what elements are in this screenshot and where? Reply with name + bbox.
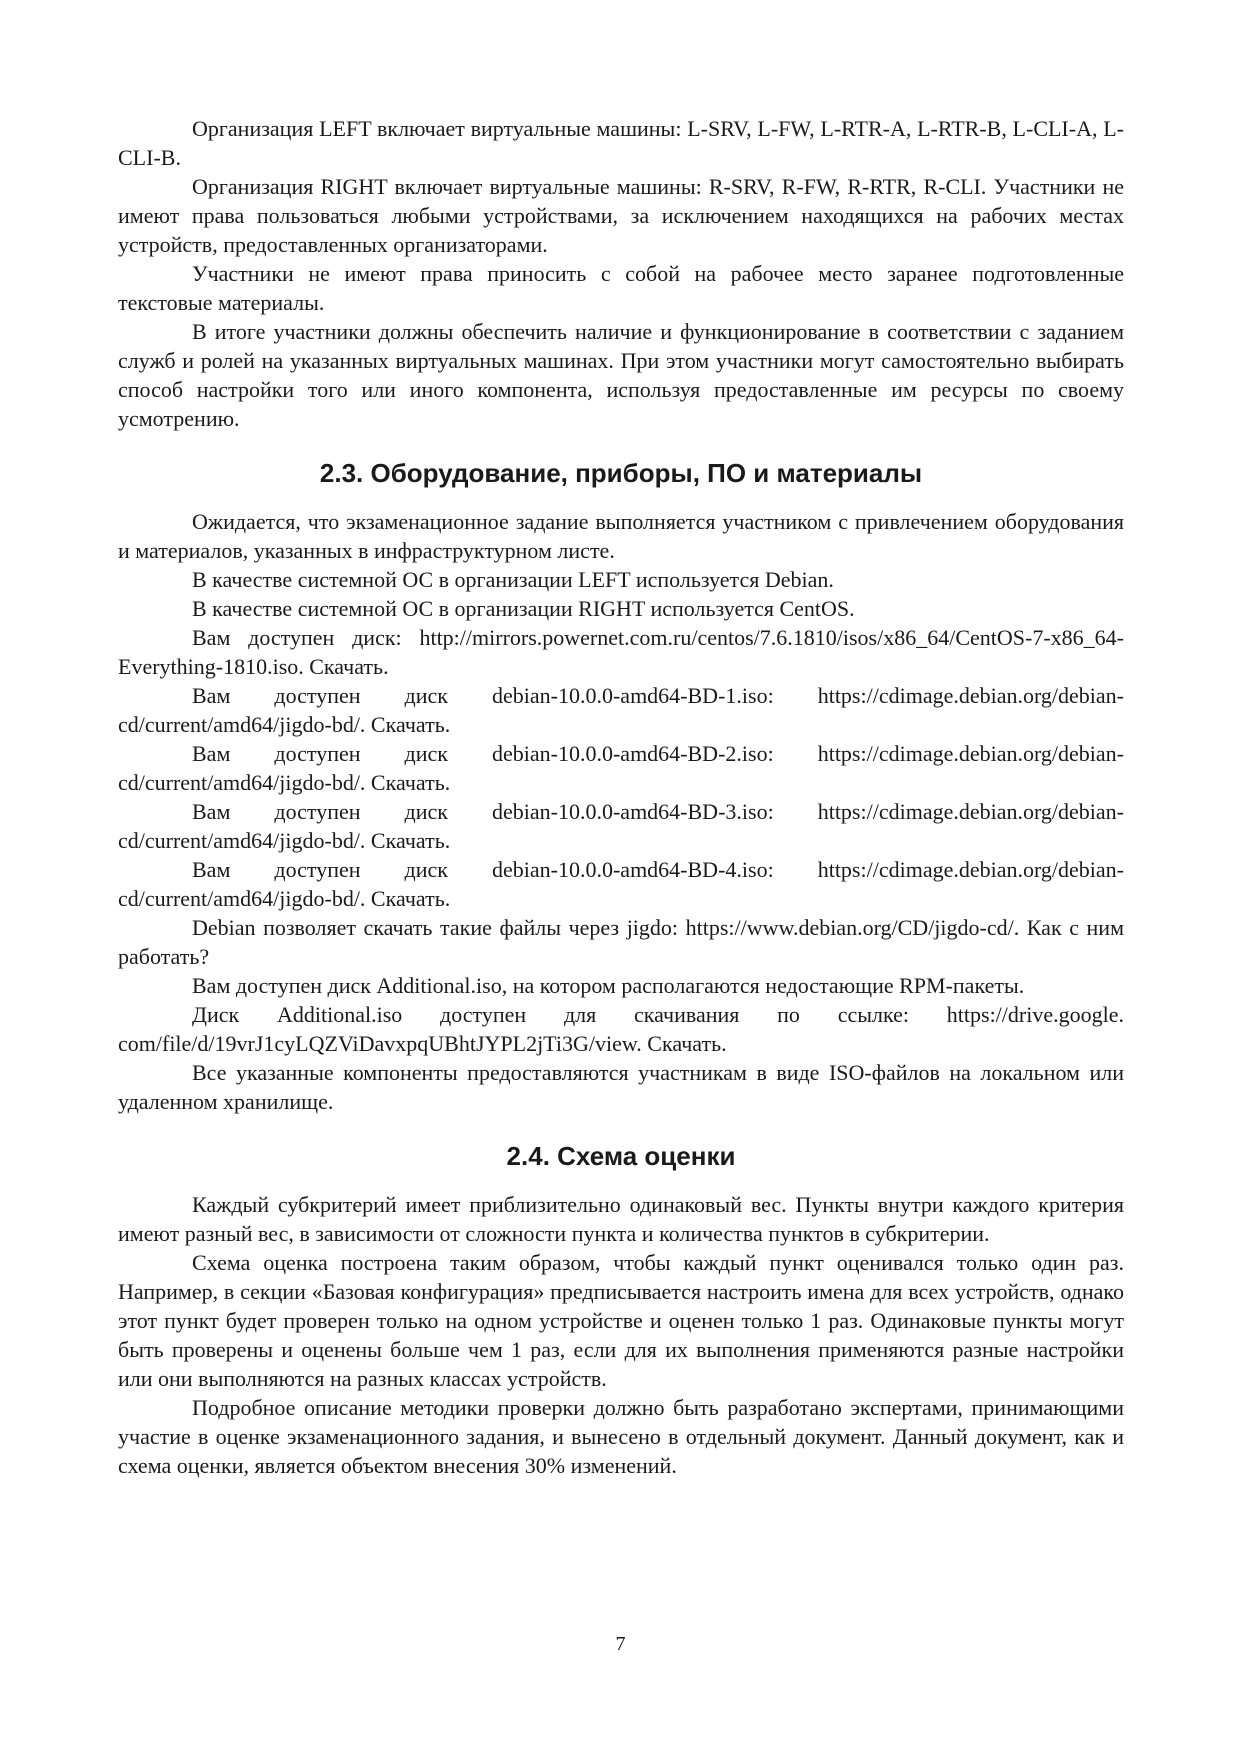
section-2-3-paragraph: Вам доступен диск debian-10.0.0-amd64-BD-2.iso: https://cdimage.debian.org/debian-cd/current/amd64/jigdo-bd/. Скачать.: [118, 741, 1124, 795]
section-2-4-paragraph: Подробное описание методики проверки должно быть разработано экспертами, принимающими участие в оценке экзаменационного задания, и вынесено в отдельный документ. Данный документ, как и схема оценки, является объектом внесения 30% изменений.: [118, 1395, 1124, 1478]
section-2-3-paragraph: Вам доступен диск debian-10.0.0-amd64-BD-1.iso: https://cdimage.debian.org/debian-cd/current/amd64/jigdo-bd/. Скачать.: [118, 683, 1124, 737]
page-content: [118, 114, 1124, 1480]
section-2-4-paragraph: Схема оценка построена таким образом, чтобы каждый пункт оценивался только один раз. Например, в секции «Базовая конфигурация» предписывается настроить имена для всех устройств, однако этот пункт будет проверен только на одном устройстве и оценен только 1 раз. Одинаковые пункты могут быть проверены и оценены больше чем 1 раз, если для их выполнения применяются разные настройки или они выполняются на разных классах устройств.: [118, 1250, 1124, 1391]
intro-paragraph: Организация LEFT включает виртуальные машины: L-SRV, L-FW, L-RTR-A, L-RTR-B, L-CLI-A, L-CLI-B.: [118, 116, 1124, 170]
section-2-4-paragraph: Каждый субкритерий имеет приблизительно одинаковый вес. Пункты внутри каждого критерия имеют разный вес, в зависимости от сложности пункта и количества пунктов в субкритерии.: [118, 1192, 1124, 1246]
section-2-3-paragraph: Вам доступен диск debian-10.0.0-amd64-BD-4.iso: https://cdimage.debian.org/debian-cd/current/amd64/jigdo-bd/. Скачать.: [118, 857, 1124, 911]
section-heading-2-3: 2.3. Оборудование, приборы, ПО и материалы: [319, 458, 923, 488]
intro-paragraph: Организация RIGHT включает виртуальные машины: R-SRV, R-FW, R-RTR, R-CLI. Участники не имеют права пользоваться любыми устройствами, за исключением находящихся на рабочих местах устройств, предоставленных организаторами.: [118, 174, 1124, 257]
section-2-3-paragraph: Debian позволяет скачать такие файлы через jigdo: https://www.debian.org/CD/jigdo-cd/. Как с ним работать?: [118, 915, 1124, 969]
section-2-3-paragraph: Все указанные компоненты предоставляются участникам в виде ISO-файлов на локальном или удаленном хранилище.: [118, 1060, 1124, 1114]
page-number: 7: [615, 1633, 626, 1655]
section-heading-2-4: 2.4. Схема оценки: [506, 1141, 736, 1171]
section-2-3-paragraph: Вам доступен диск: http://mirrors.powernet.com.ru/centos/7.6.1810/isos/x86_64/CentOS-7-x86_64-Everything-1810.iso. Скачать.: [118, 625, 1124, 679]
section-2-3-paragraph: Вам доступен диск debian-10.0.0-amd64-BD-3.iso: https://cdimage.debian.org/debian-cd/current/amd64/jigdo-bd/. Скачать.: [118, 799, 1124, 853]
section-2-3-paragraph: В качестве системной ОС в организации LEFT используется Debian.: [192, 567, 834, 592]
intro-paragraph: Участники не имеют права приносить с собой на рабочее место заранее подготовленные текстовые материалы.: [118, 261, 1124, 315]
section-2-3-paragraph: Вам доступен диск Additional.iso, на котором располагаются недостающие RPM-пакеты.: [192, 973, 1025, 998]
intro-paragraph: В итоге участники должны обеспечить наличие и функционирование в соответствии с заданием служб и ролей на указанных виртуальных машинах. При этом участники могут самостоятельно выбирать способ настройки того или иного компонента, используя предоставленные им ресурсы по своему усмотрению.: [118, 319, 1124, 431]
section-2-3-paragraph: В качестве системной ОС в организации RIGHT используется CentOS.: [192, 596, 855, 621]
section-2-3-paragraph: Диск Additional.iso доступен для скачивания по ссылке: https://drive.google. com/file/d/19vrJ1cyLQZViDavxpqUBhtJYPL2jTi3G/view. Скачать.: [118, 1002, 1124, 1056]
section-2-3-paragraph: Ожидается, что экзаменационное задание выполняется участником с привлечением оборудования и материалов, указанных в инфраструктурном листе.: [118, 509, 1124, 563]
